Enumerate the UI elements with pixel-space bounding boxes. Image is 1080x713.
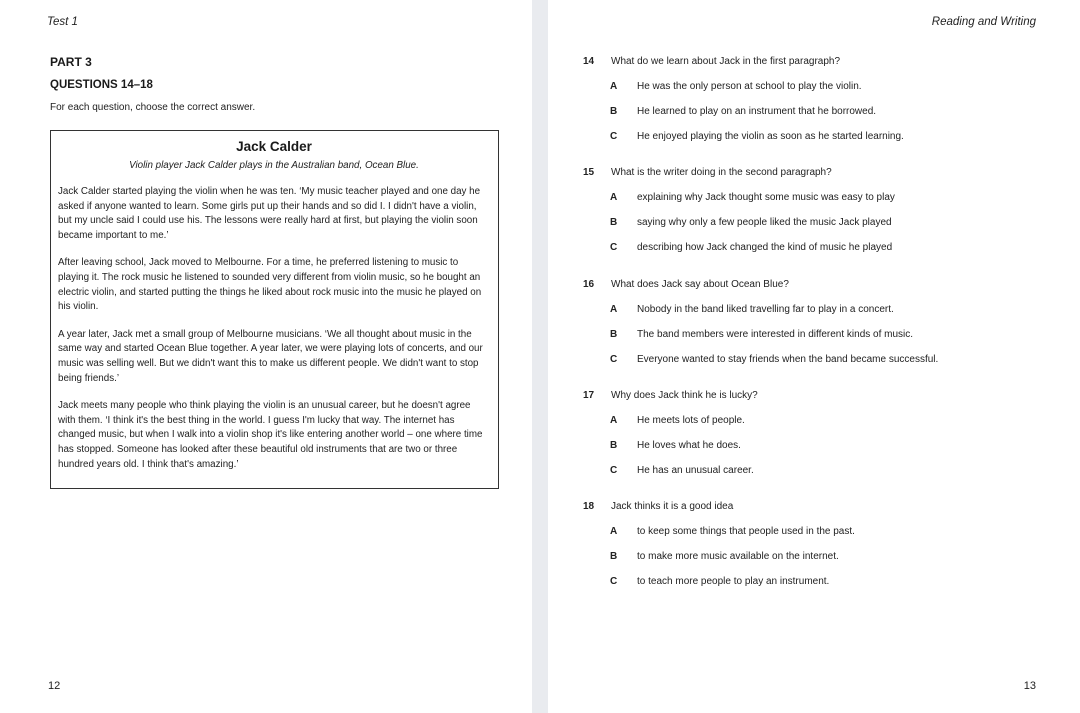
question-stem: What do we learn about Jack in the first paragraph?: [611, 56, 841, 67]
option-letter: B: [610, 551, 618, 562]
article-box: [50, 130, 499, 489]
instructions: For each question, choose the correct answer.: [50, 102, 256, 113]
option-text: He learned to play on an instrument that he borrowed.: [637, 106, 877, 117]
option-text: He was the only person at school to play the violin.: [637, 81, 862, 92]
left-page: [0, 0, 532, 713]
option-letter: B: [610, 440, 618, 451]
option-letter: B: [610, 217, 618, 228]
article-subtitle: Violin player Jack Calder plays in the Australian band, Ocean Blue.: [129, 160, 419, 171]
option-letter: A: [610, 526, 618, 537]
part-title: PART 3: [50, 55, 92, 69]
running-head-left: Test 1: [47, 16, 78, 28]
option-letter: C: [610, 576, 618, 587]
article-paragraph: A year later, Jack met a small group of Melbourne musicians. ‘We all thought about music in the same way and started Ocean Blue together. A year later, we were playing lots of concerts, and our music was selling well. But we didn't want this to make us different people. We didn't want to stop being friends.’: [58, 328, 483, 384]
question-number: 17: [583, 390, 595, 401]
article-paragraph: After leaving school, Jack moved to Melbourne. For a time, he preferred listening to music to playing it. The rock music he listened to sounded very different from violin music, so he bought an electric violin, and started putting the things he liked about rock music into the music he played on his violin.: [58, 257, 482, 313]
option-text: He loves what he does.: [637, 440, 741, 451]
option-text: He meets lots of people.: [637, 415, 745, 426]
option-text: Everyone wanted to stay friends when the band became successful.: [637, 354, 939, 365]
question-number: 16: [583, 279, 595, 290]
option-letter: C: [610, 354, 618, 365]
article-title: Jack Calder: [236, 139, 312, 154]
option-letter: B: [610, 106, 618, 117]
page-number-right: 13: [1023, 680, 1036, 692]
option-text: explaining why Jack thought some music was easy to play: [637, 192, 895, 203]
question-stem: What does Jack say about Ocean Blue?: [611, 279, 789, 290]
option-text: saying why only a few people liked the music Jack played: [637, 217, 892, 228]
running-head-right: Reading and Writing: [931, 16, 1036, 28]
option-text: to teach more people to play an instrument.: [637, 576, 830, 587]
page-number-left: 12: [48, 680, 61, 692]
question-number: 15: [583, 167, 595, 178]
question-number: 18: [583, 501, 595, 512]
article-paragraph: Jack Calder started playing the violin when he was ten. ‘My music teacher played and one day he asked if anyone wanted to learn. Some girls put up their hands and so did I. I didn't have a violin, but my uncle said I could use his. The lessons were really hard at first, but playing the violin soon became important to me.’: [58, 186, 481, 241]
option-text: He has an unusual career.: [637, 465, 754, 476]
option-text: He enjoyed playing the violin as soon as he started learning.: [637, 131, 904, 142]
option-text: Nobody in the band liked travelling far to play in a concert.: [637, 304, 894, 315]
question-stem: What is the writer doing in the second paragraph?: [611, 167, 832, 178]
questions-range: QUESTIONS 14–18: [50, 79, 153, 91]
question-stem: Jack thinks it is a good idea: [611, 501, 734, 512]
article-paragraph: Jack meets many people who think playing the violin is an unusual career, but he doesn't agree with them. ‘I think it's the best thing in the world. I guess I'm lucky that way. The internet has changed music, but when I walk into a violin shop it's like entering another world – one where time has stopped. Someone has looked after these beautiful old instruments that are two or three hundred years old. I think that's amazing.’: [58, 400, 483, 470]
question-number: 14: [583, 56, 595, 67]
option-letter: A: [610, 81, 618, 92]
option-letter: B: [610, 329, 618, 340]
option-text: to make more music available on the internet.: [637, 551, 839, 562]
option-text: to keep some things that people used in the past.: [637, 526, 855, 537]
question-stem: Why does Jack think he is lucky?: [611, 390, 758, 401]
option-letter: C: [610, 242, 618, 253]
option-text: The band members were interested in different kinds of music.: [637, 329, 914, 340]
option-letter: C: [610, 131, 618, 142]
option-letter: A: [610, 304, 618, 315]
option-letter: C: [610, 465, 618, 476]
option-letter: A: [610, 415, 618, 426]
option-letter: A: [610, 192, 618, 203]
option-text: describing how Jack changed the kind of music he played: [637, 242, 893, 253]
